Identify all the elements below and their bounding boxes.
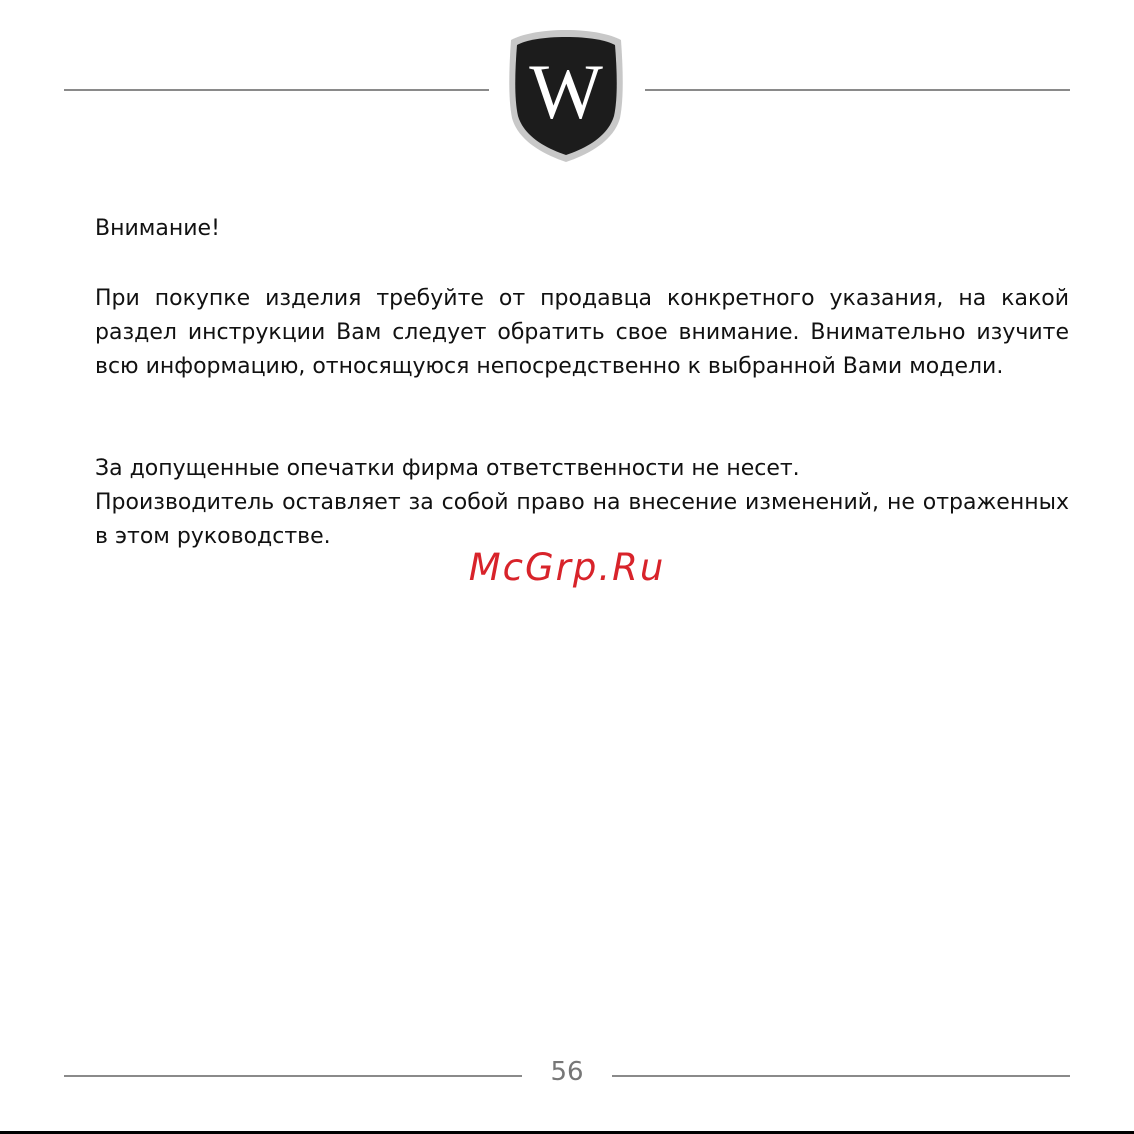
brand-shield-logo xyxy=(508,28,624,164)
footer-divider-right xyxy=(612,1075,1070,1077)
header-divider-right xyxy=(645,89,1070,91)
logo-letter: W xyxy=(529,48,603,135)
misprint-disclaimer-line: За допущенные опечатки фирма ответственности не несет. xyxy=(95,456,800,481)
purchase-instructions-paragraph: При покупке изделия требуйте от продавца конкретного указания, на какой раздел инструкции Вам следует обратить свое внимание. Внимательно изучите всю информацию, относящуюся непосредственно к выбранной Вами модели. xyxy=(95,286,1069,379)
changes-disclaimer-paragraph: Производитель оставляет за собой право на внесение изменений, не отраженных в этом руководстве. xyxy=(95,490,1069,549)
page-number: 56 xyxy=(550,1057,584,1087)
notice-heading: Внимание! xyxy=(95,216,220,241)
page-content xyxy=(95,212,1069,554)
footer-divider-left xyxy=(64,1075,522,1077)
header-divider-left xyxy=(64,89,489,91)
watermark-text: McGrp.Ru xyxy=(468,546,666,589)
